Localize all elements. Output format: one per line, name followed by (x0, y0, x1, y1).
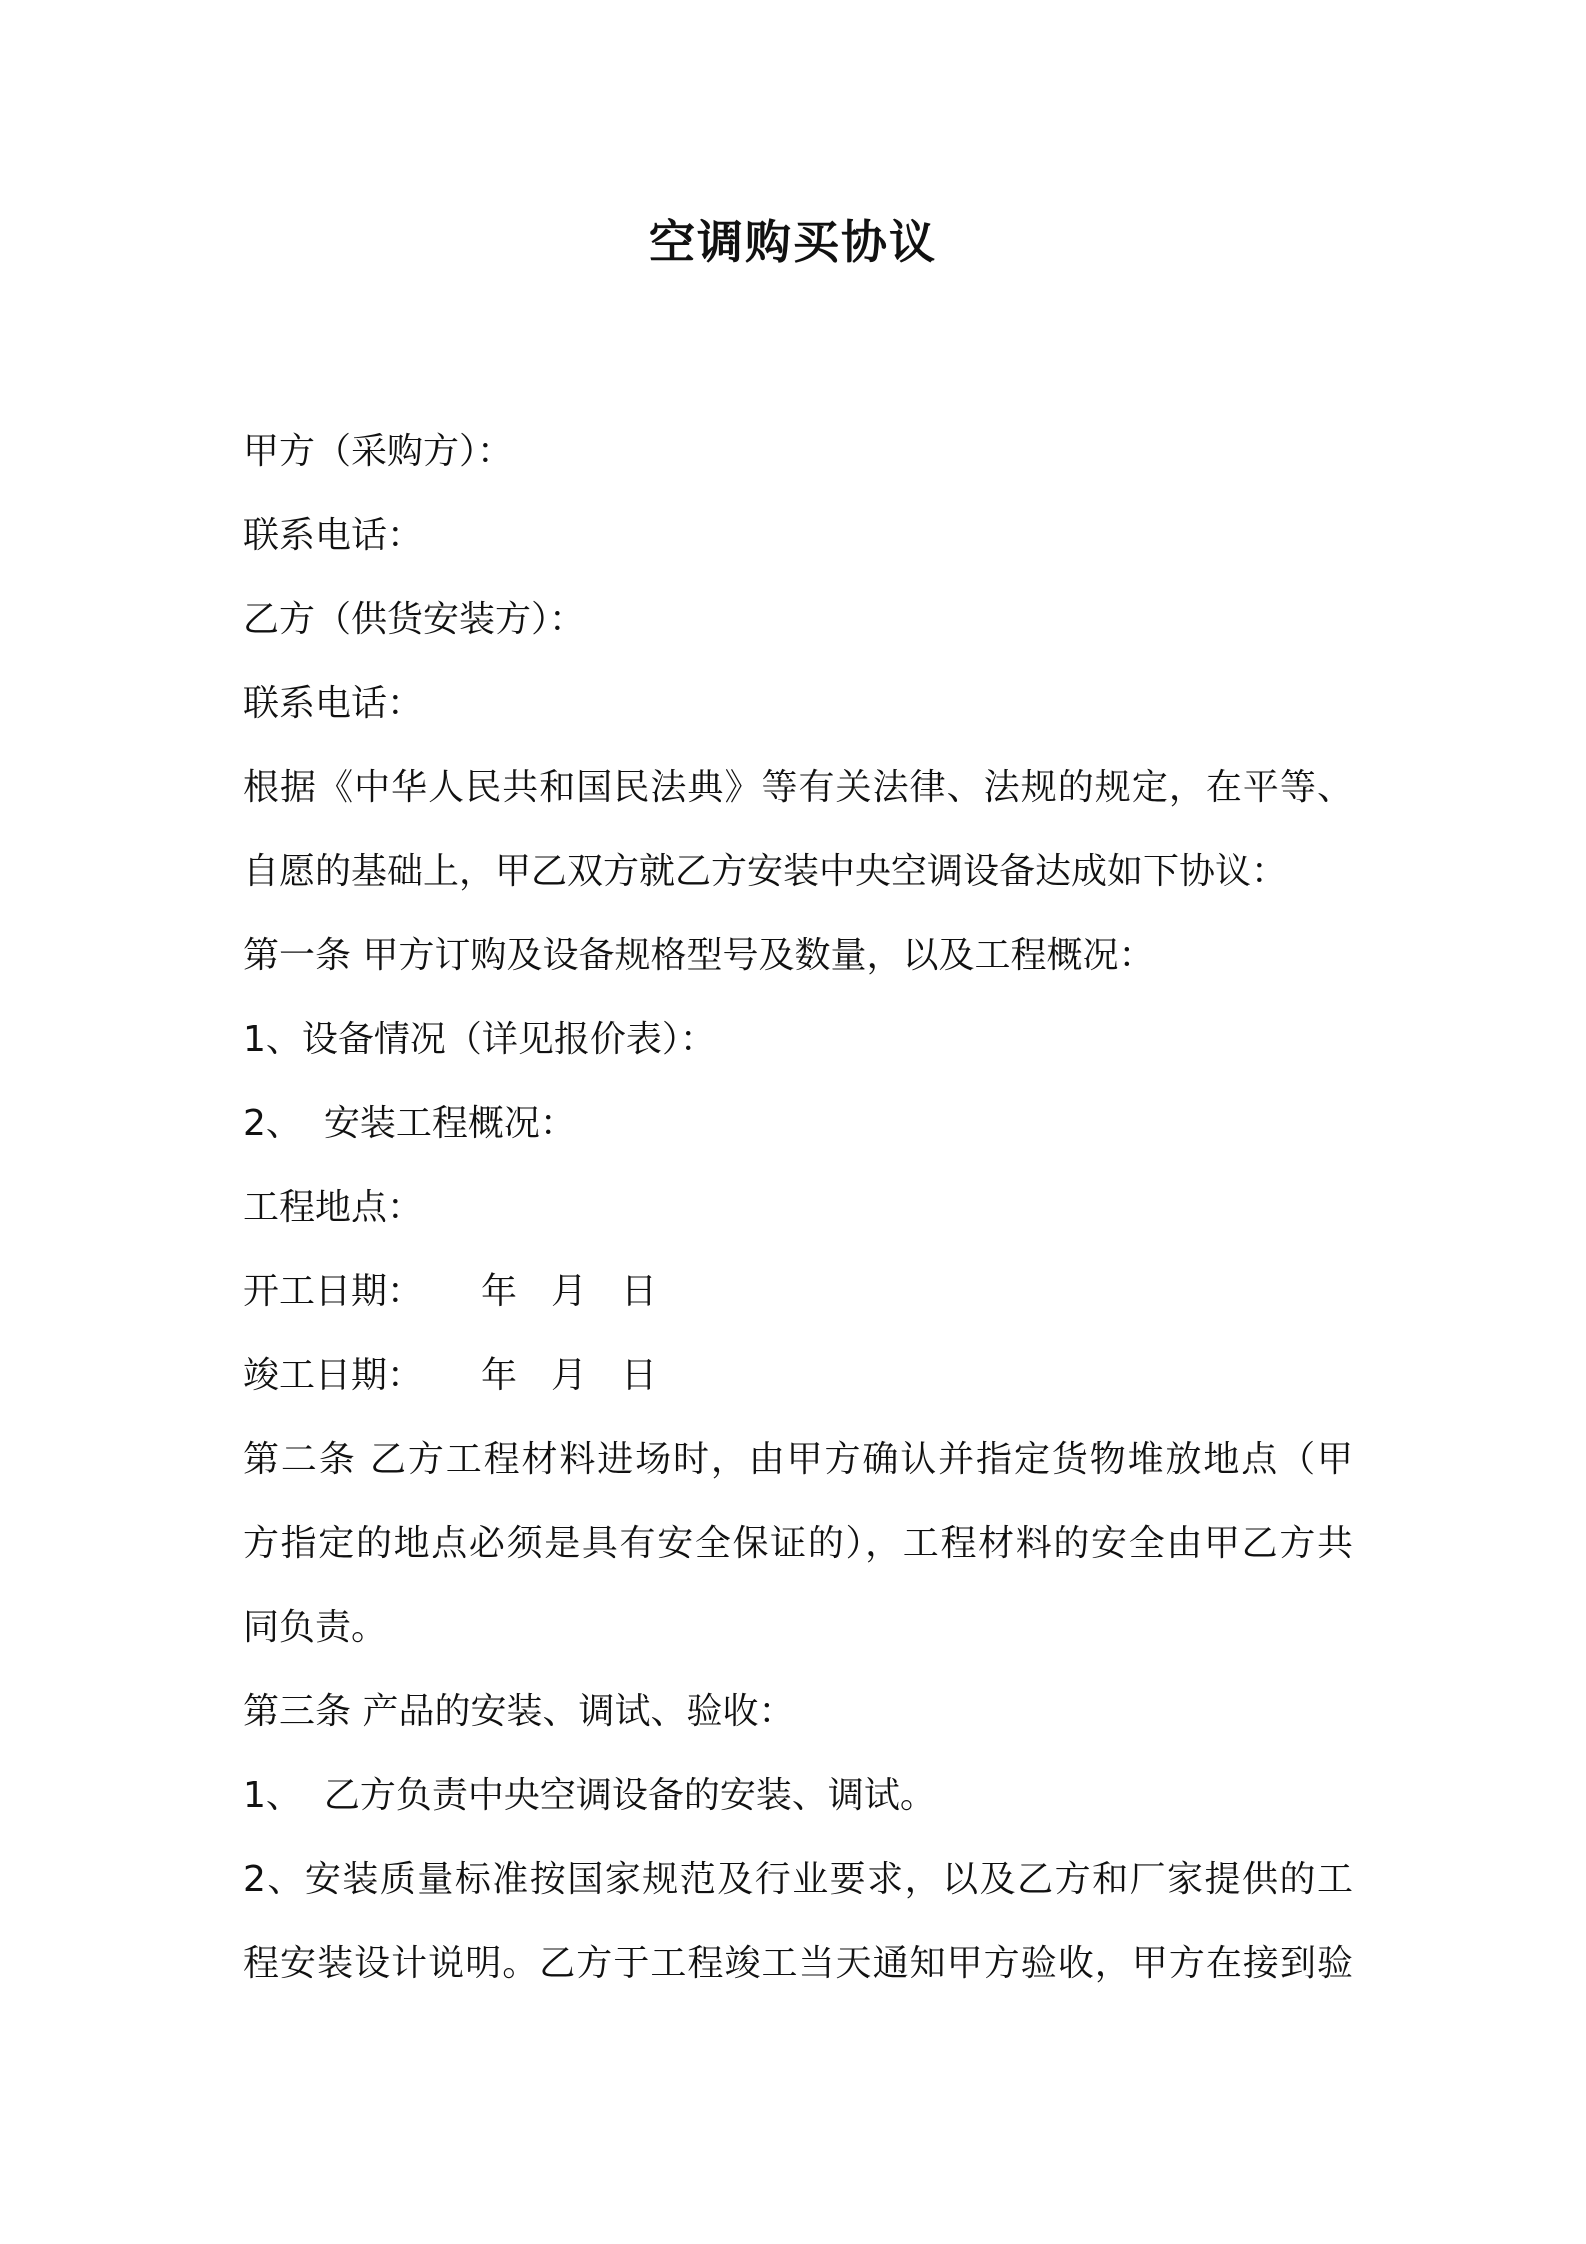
article-3-item-1-number: 1、 (243, 1775, 302, 1816)
article-1-item-2 (243, 1082, 1353, 1166)
start-date-line (243, 1250, 1353, 1334)
preamble-line-1: 根据《中华人民共和国民法典》等有关法律、法规的规定，在平等、 (243, 767, 1353, 808)
article-2-line-2: 方指定的地点必须是具有安全保证的），工程材料的安全由甲乙方共 (243, 1523, 1353, 1564)
article-3-item-2-line-2: 程安装设计说明。乙方于工程竣工当天通知甲方验收，甲方在接到验 (243, 1943, 1353, 1984)
site-line: 工程地点： (243, 1187, 424, 1228)
start-date-year: 年 (481, 1271, 518, 1312)
article-2-line-3: 同负责。 (243, 1607, 388, 1648)
article-2-line-1: 第二条 乙方工程材料进场时，由甲方确认并指定货物堆放地点（甲 (243, 1439, 1353, 1480)
start-date-label: 开工日期： (243, 1271, 424, 1312)
article-3-item-1 (243, 1754, 1353, 1838)
party-b-line: 乙方（供货安装方）： (243, 599, 586, 640)
article-1-item-2-text: 安装工程概况： (323, 1103, 576, 1144)
party-b-phone-line: 联系电话： (243, 683, 424, 724)
party-a-line: 甲方（采购方）： (243, 431, 514, 472)
article-1-title: 第一条 甲方订购及设备规格型号及数量，以及工程概况： (243, 935, 1155, 976)
end-date-day: 日 (621, 1355, 658, 1396)
end-date-year: 年 (481, 1355, 518, 1396)
start-date-day: 日 (621, 1271, 658, 1312)
article-3-item-1-text: 乙方负责中央空调设备的安装、调试。 (323, 1775, 936, 1816)
document-body (243, 410, 1353, 2006)
article-1-item-1: 1、设备情况（详见报价表）： (243, 1019, 716, 1060)
article-3-item-2-line-1: 2、安装质量标准按国家规范及行业要求，以及乙方和厂家提供的工 (243, 1859, 1353, 1900)
party-a-phone-line: 联系电话： (243, 515, 424, 556)
article-1-item-2-number: 2、 (243, 1103, 302, 1144)
article-3-title: 第三条 产品的安装、调试、验收： (243, 1691, 795, 1732)
end-date-label: 竣工日期： (243, 1355, 424, 1396)
document-title: 空调购买协议 (649, 215, 937, 269)
end-date-month: 月 (551, 1355, 588, 1396)
preamble-line-2: 自愿的基础上，甲乙双方就乙方安装中央空调设备达成如下协议： (243, 851, 1288, 892)
end-date-line (243, 1334, 1353, 1418)
start-date-month: 月 (551, 1271, 588, 1312)
